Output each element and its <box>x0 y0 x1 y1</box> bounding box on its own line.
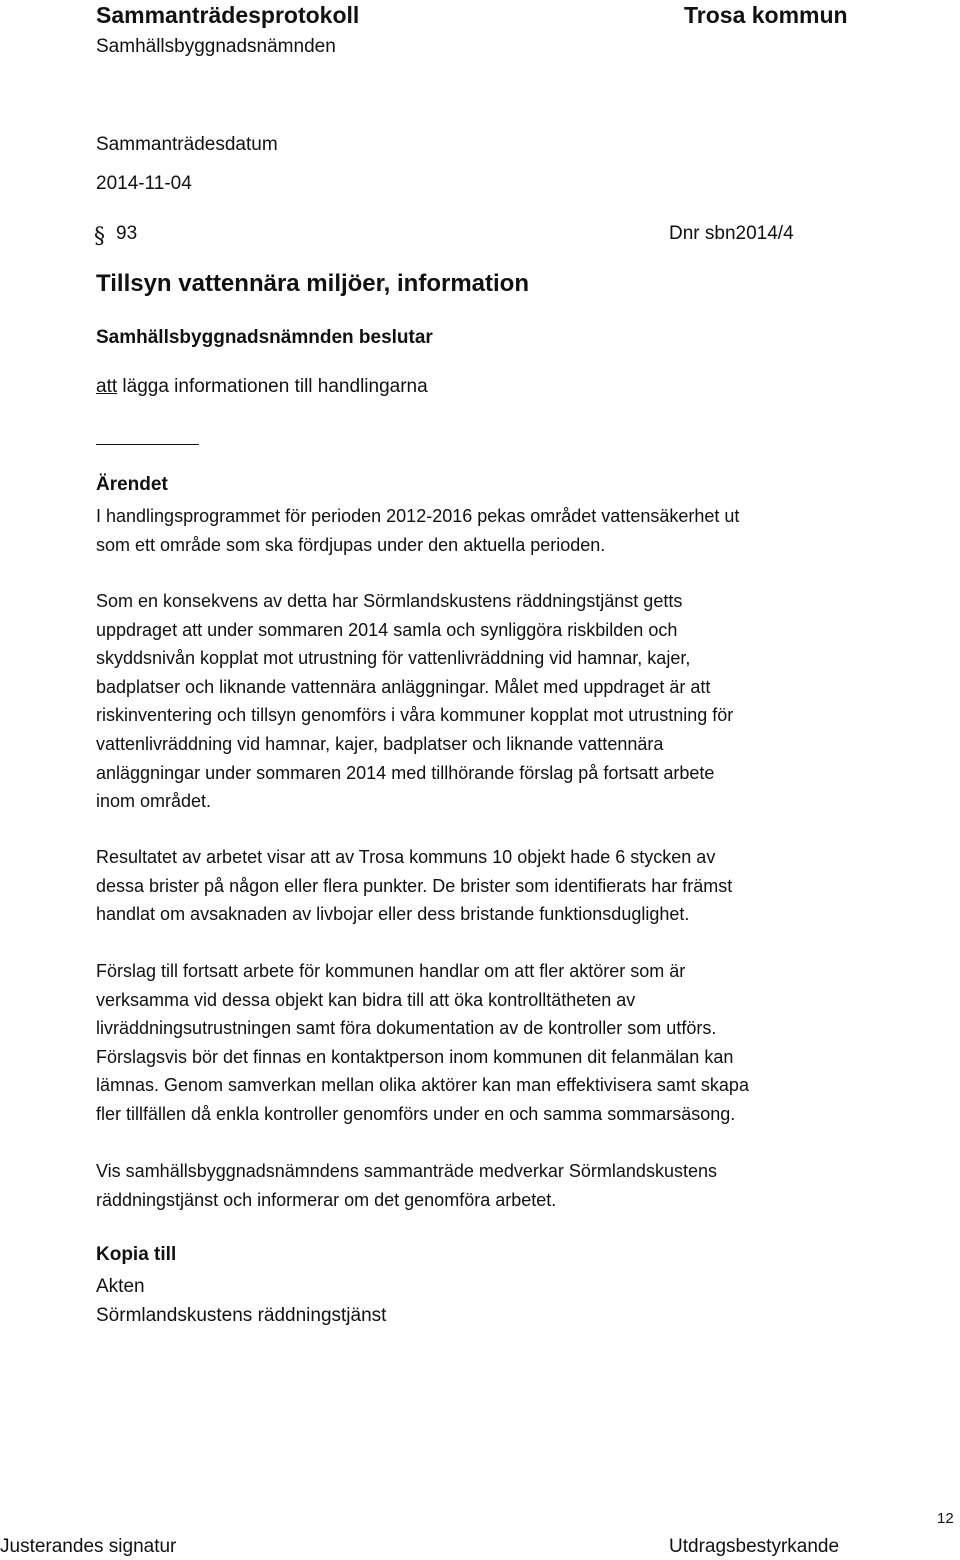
certification-label: Utdragsbestyrkande <box>669 1536 840 1557</box>
matter-paragraph-1 <box>96 502 946 559</box>
municipality-name: Trosa kommun <box>684 2 848 28</box>
decision-text <box>96 376 428 398</box>
paragraph-line: fler tillfällen då enkla kontroller genomförs under en och samma sommarsäsong. <box>96 1103 736 1124</box>
paragraph-line: Som en konsekvens av detta har Sörmlandskustens räddningstjänst getts <box>96 591 683 611</box>
copy-to-list <box>96 1272 386 1330</box>
paragraph-line: Förslagsvis bör det finnas en kontaktperson inom kommunen dit felanmälan kan <box>96 1046 734 1067</box>
paragraph-line: räddningstjänst och informerar om det genomföra arbetet. <box>96 1189 557 1210</box>
committee-name: Samhällsbyggnadsnämnden <box>96 36 336 57</box>
decision-heading: Samhällsbyggnadsnämnden beslutar <box>96 327 433 348</box>
matter-paragraph-2 <box>96 587 946 816</box>
signature-label: Justerandes signatur <box>0 1536 177 1557</box>
paragraph-line: handlat om avsaknaden av livbojar eller dess bristande funktionsduglighet. <box>96 904 690 925</box>
copy-recipient: Akten <box>96 1276 145 1297</box>
section-number: 93 <box>116 223 138 244</box>
decision-att-keyword: att <box>96 376 118 397</box>
paragraph-line: I handlingsprogrammet för perioden 2012-2016 pekas området vattensäkerhet ut <box>96 506 740 526</box>
paragraph-line: som ett område som ska fördjupas under den aktuella perioden. <box>96 534 606 555</box>
matter-paragraph-3 <box>96 843 946 929</box>
matter-heading: Ärendet <box>96 474 168 495</box>
case-title: Tillsyn vattennära miljöer, information <box>96 270 529 297</box>
document-type-title: Sammanträdesprotokoll <box>96 2 360 28</box>
paragraph-line: Förslag till fortsatt arbete för kommunen handlar om att fler aktörer som är <box>96 961 686 981</box>
paragraph-line: vattenlivräddning vid hamnar, kajer, badplatser och liknande vattennära <box>96 733 664 754</box>
paragraph-line: dessa brister på någon eller flera punkter. De brister som identifierats har främst <box>96 875 733 896</box>
matter-paragraph-5 <box>96 1157 946 1214</box>
copy-to-heading: Kopia till <box>96 1244 177 1265</box>
case-reference-number: Dnr sbn2014/4 <box>669 223 794 244</box>
paragraph-line: Resultatet av arbetet visar att av Trosa kommuns 10 objekt hade 6 stycken av <box>96 847 716 867</box>
paragraph-line: livräddningsutrustningen samt föra dokumentation av de kontroller som utförs. <box>96 1018 717 1039</box>
meeting-date: 2014-11-04 <box>96 173 192 194</box>
paragraph-line: verksamma vid dessa objekt kan bidra till att öka kontrolltätheten av <box>96 989 636 1010</box>
paragraph-line: anläggningar under sommaren 2014 med tillhörande förslag på fortsatt arbete <box>96 762 715 783</box>
paragraph-line: inom området. <box>96 791 212 812</box>
paragraph-line: Vis samhällsbyggnadsnämndens sammanträde medverkar Sörmlandskustens <box>96 1161 717 1181</box>
decision-body: lägga informationen till handlingarna <box>122 376 428 397</box>
section-sign: § <box>94 224 105 249</box>
decision-divider <box>96 444 199 445</box>
paragraph-line: uppdraget att under sommaren 2014 samla och synliggöra riskbilden och <box>96 619 678 640</box>
paragraph-line: riskinventering och tillsyn genomförs i våra kommuner kopplat mot utrustning för <box>96 705 734 726</box>
matter-paragraph-4 <box>96 957 946 1129</box>
paragraph-line: skyddsnivån kopplat mot utrustning för vattenlivräddning vid hamnar, kajer, <box>96 648 691 669</box>
meeting-date-label: Sammanträdesdatum <box>96 134 278 155</box>
copy-recipient: Sörmlandskustens räddningstjänst <box>96 1305 387 1326</box>
paragraph-line: badplatser och liknande vattennära anläggningar. Målet med uppdraget är att <box>96 676 711 697</box>
paragraph-line: lämnas. Genom samverkan mellan olika aktörer kan man effektivisera samt skapa <box>96 1075 749 1096</box>
page-number: 12 <box>937 1510 954 1527</box>
